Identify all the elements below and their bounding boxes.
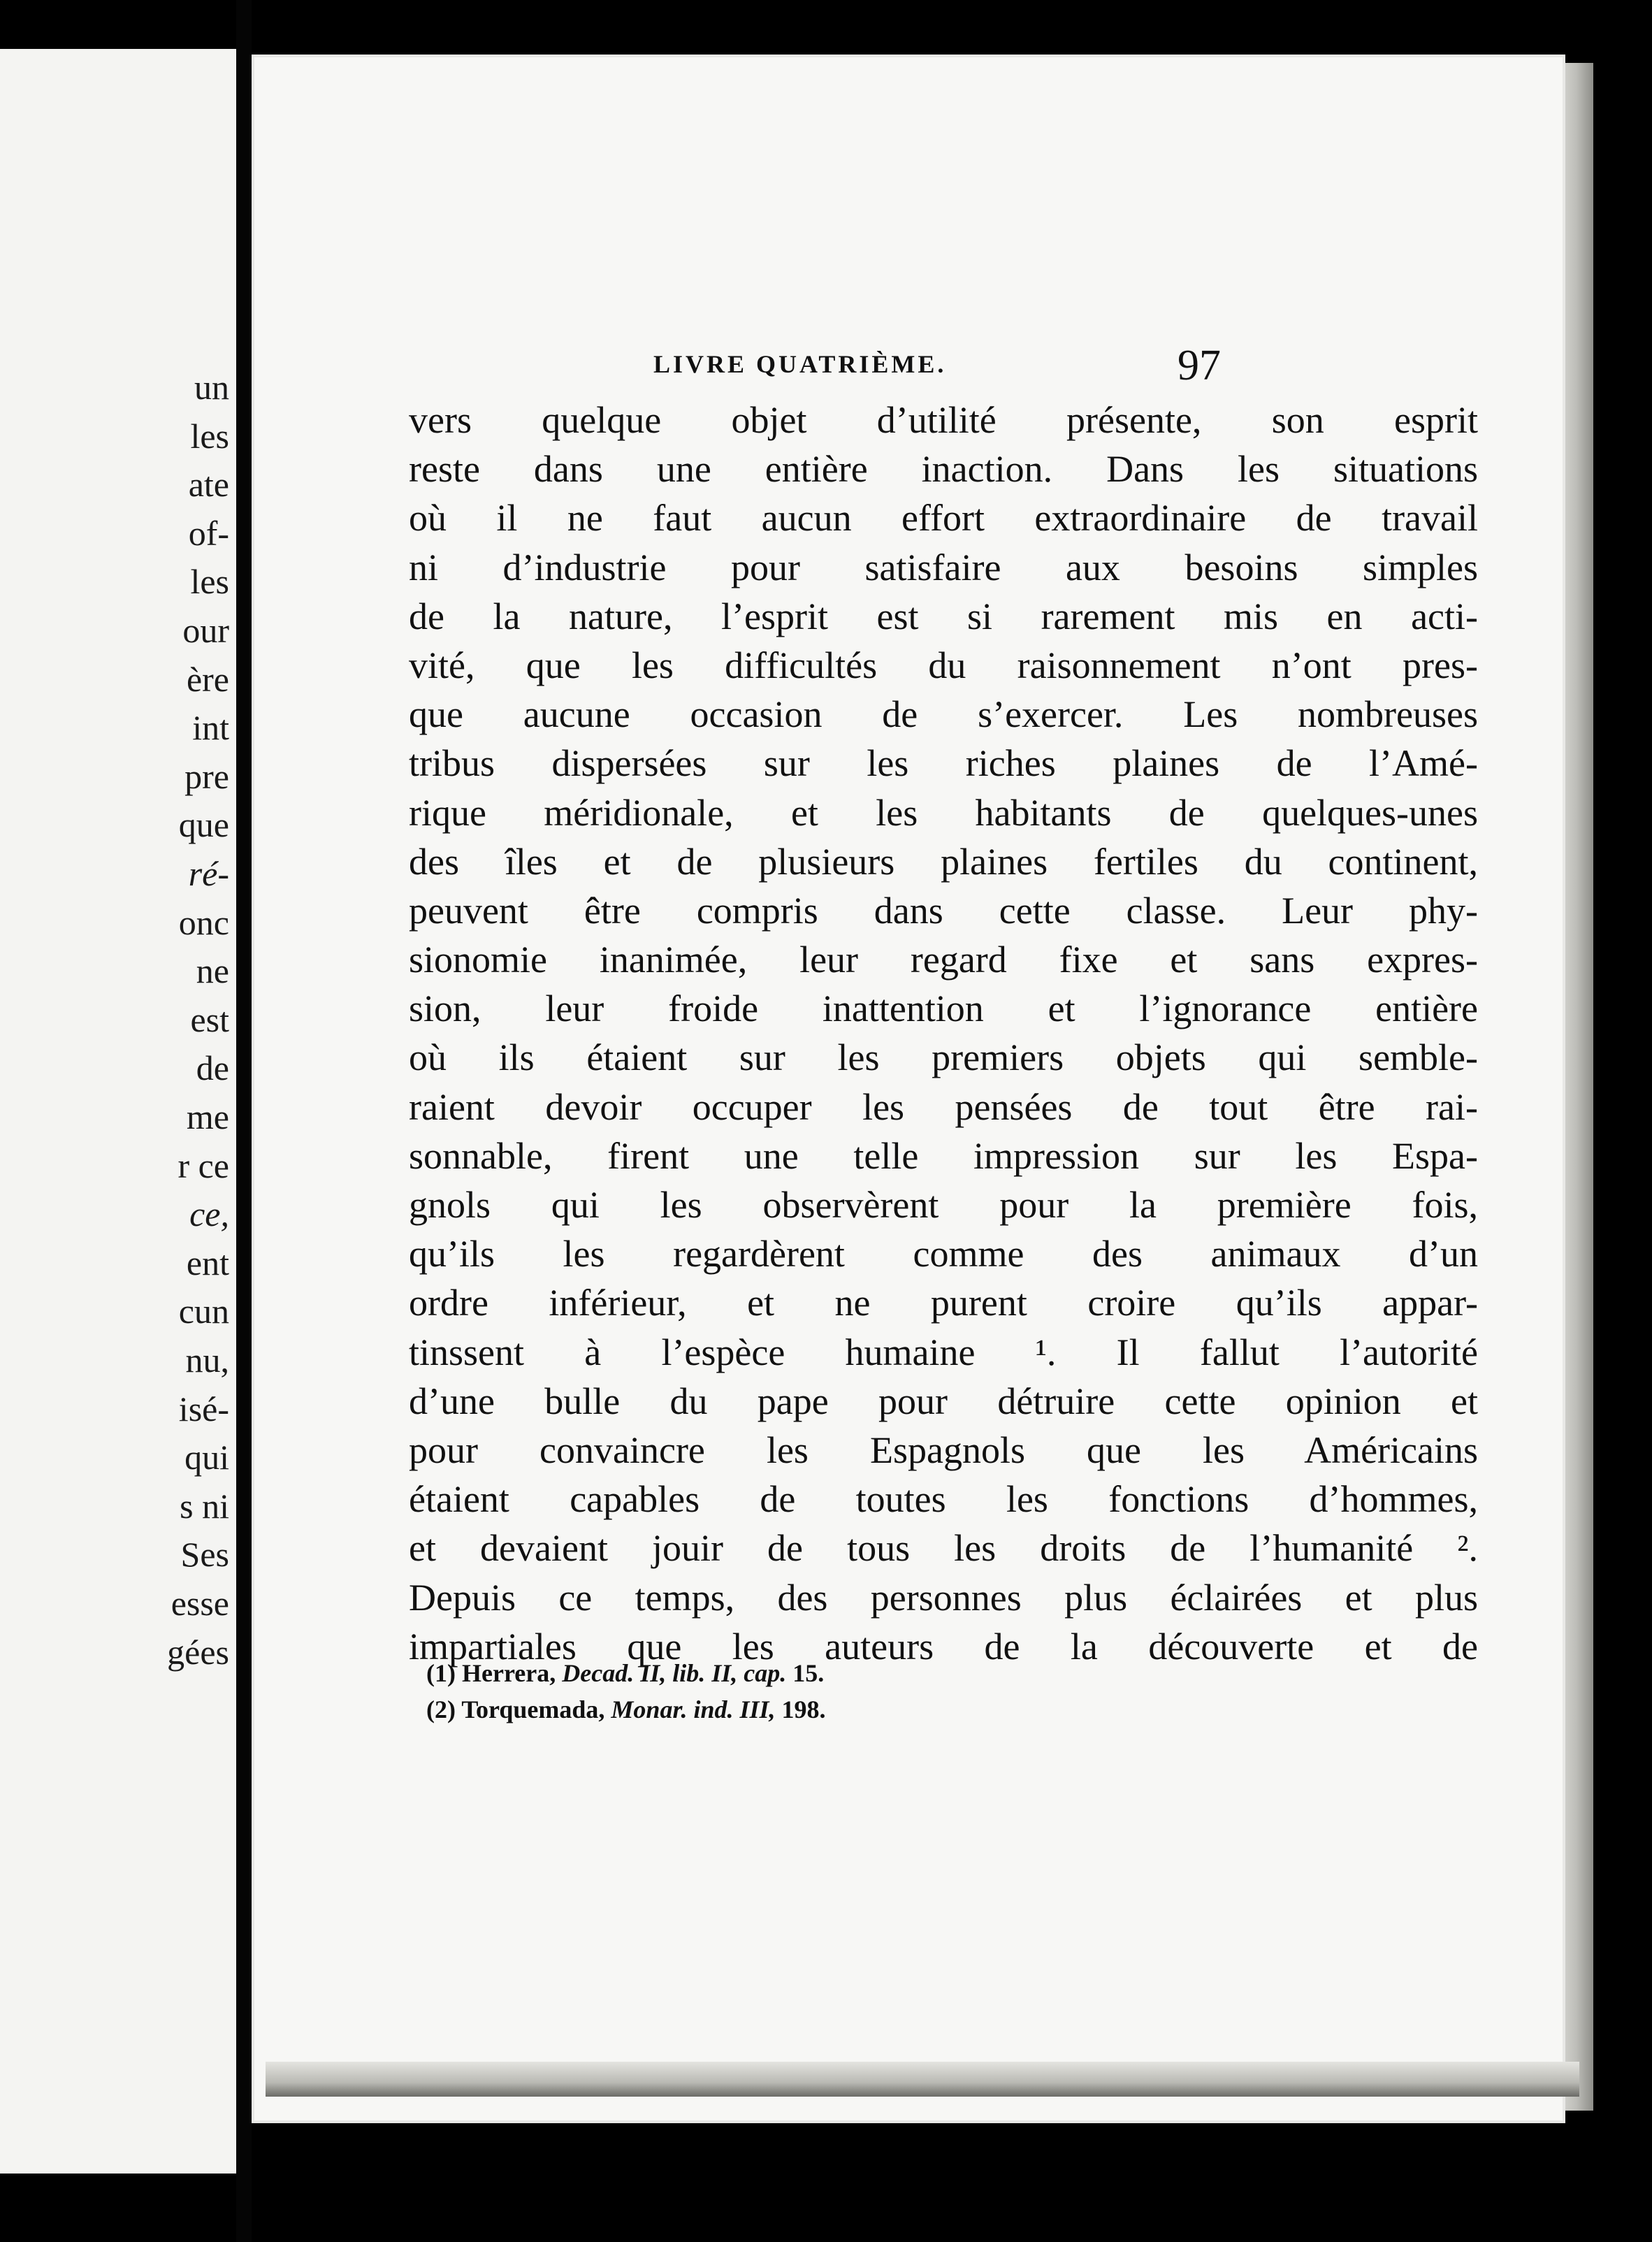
left-page-text-fragment: s ni xyxy=(180,1486,229,1526)
text-line: de la nature, l’esprit est si rarement mis en acti- xyxy=(409,595,1478,637)
left-page-text-fragment: nu, xyxy=(185,1340,229,1380)
text-line: et devaient jouir de tous les droits de l’humanité ². xyxy=(409,1527,1478,1570)
text-line: ni d’industrie pour satisfaire aux besoins simples xyxy=(409,546,1478,588)
left-page-text-fragment: ère xyxy=(186,659,229,699)
footnote-1 xyxy=(426,1655,1195,1691)
footnote-reference: Monar. ind. III, xyxy=(611,1695,776,1723)
footnotes xyxy=(426,1655,1195,1728)
text-line: des îles et de plusieurs plaines fertiles du continent, xyxy=(409,840,1478,883)
left-page-text-fragment: ne xyxy=(196,951,229,991)
left-page-text-fragment: ce, xyxy=(189,1194,229,1234)
left-page-text-fragment: of- xyxy=(188,513,229,553)
footnote-marker: (1) xyxy=(426,1659,456,1687)
text-line: sonnable, firent une telle impression sur les Espa- xyxy=(409,1134,1478,1177)
left-page-text-fragment: pre xyxy=(184,756,229,796)
left-page-text-fragment: our xyxy=(182,611,229,650)
text-line: gnols qui les observèrent pour la première fois, xyxy=(409,1184,1478,1226)
left-page-text-fragment: est xyxy=(190,999,229,1039)
left-page-text-fragment: isé- xyxy=(178,1389,229,1429)
footnote-tail: 15. xyxy=(792,1659,825,1687)
footnote-reference: Decad. II, lib. II, cap. xyxy=(562,1659,787,1687)
left-page-text-fragment: Ses xyxy=(180,1535,229,1575)
body-text xyxy=(409,396,1478,1671)
text-line: où il ne faut aucun effort extraordinaire de travail xyxy=(409,497,1478,540)
text-line: reste dans une entière inaction. Dans les situations xyxy=(409,448,1478,491)
left-page-text-fragment: que xyxy=(178,805,229,845)
page-bottom-edge xyxy=(266,2062,1579,2097)
text-line: étaient capables de toutes les fonctions d’hommes, xyxy=(409,1478,1478,1521)
text-line: vers quelque objet d’utilité présente, son esprit xyxy=(409,399,1478,441)
text-line: peuvent être compris dans cette classe. Leur phy- xyxy=(409,889,1478,932)
text-line: sionomie inanimée, leur regard fixe et sans expres- xyxy=(409,939,1478,981)
text-line: où ils étaient sur les premiers objets qui semble- xyxy=(409,1036,1478,1079)
text-line: pour convaincre les Espagnols que les Américains xyxy=(409,1429,1478,1471)
text-line: tribus dispersées sur les riches plaines de l’Amé- xyxy=(409,742,1478,785)
footnote-tail: 198. xyxy=(781,1695,826,1723)
running-title: LIVRE QUATRIÈME. xyxy=(653,350,947,378)
left-page-text-fragment: ate xyxy=(188,465,229,505)
left-page-text-fragment: de xyxy=(196,1048,229,1088)
book-gutter xyxy=(236,0,252,2242)
text-line: ordre inférieur, et ne purent croire qu’ils appar- xyxy=(409,1282,1478,1324)
left-page-text-fragment: gées xyxy=(167,1632,229,1672)
text-line: qu’ils les regardèrent comme des animaux d’un xyxy=(409,1233,1478,1275)
left-page-text-fragment: me xyxy=(186,1097,229,1136)
text-line: tinssent à l’espèce humaine ¹. Il fallut l’autorité xyxy=(409,1331,1478,1373)
previous-page-fragment xyxy=(0,49,236,2174)
text-line: que aucune occasion de s’exercer. Les nombreuses xyxy=(409,693,1478,736)
footnote-2 xyxy=(426,1691,1195,1728)
text-line: impartiales que les auteurs de la découverte et de xyxy=(409,1625,1478,1668)
left-page-text-fragment: ent xyxy=(186,1243,229,1282)
left-page-text-fragment: int xyxy=(192,708,229,748)
left-page-text-fragment: un xyxy=(194,368,229,407)
left-page-text-fragment: les xyxy=(190,416,229,456)
left-page-text-fragment: ré- xyxy=(188,854,229,893)
left-page-text-fragment: qui xyxy=(184,1438,229,1477)
left-page-text-fragment: cun xyxy=(178,1292,229,1331)
text-line: Depuis ce temps, des personnes plus éclairées et plus xyxy=(409,1576,1478,1619)
left-page-text-fragment: les xyxy=(190,562,229,602)
text-line: rique méridionale, et les habitants de quelques-unes xyxy=(409,791,1478,834)
left-page-text-fragment: esse xyxy=(171,1584,229,1623)
text-line: raient devoir occuper les pensées de tout être rai- xyxy=(409,1085,1478,1128)
left-page-text-fragment: r ce xyxy=(177,1145,229,1185)
page-number: 97 xyxy=(1178,342,1221,389)
footnote-marker: (2) xyxy=(426,1695,456,1723)
text-line: vité, que les difficultés du raisonnement n’ont pres- xyxy=(409,644,1478,686)
footnote-author: Herrera, xyxy=(461,1659,556,1687)
running-head xyxy=(252,341,1565,397)
book-page xyxy=(252,55,1565,2123)
text-line: sion, leur froide inattention et l’ignorance entière xyxy=(409,988,1478,1030)
text-line: d’une bulle du pape pour détruire cette opinion et xyxy=(409,1380,1478,1422)
left-page-text-fragment: onc xyxy=(178,902,229,942)
footnote-author: Torquemada, xyxy=(461,1695,605,1723)
